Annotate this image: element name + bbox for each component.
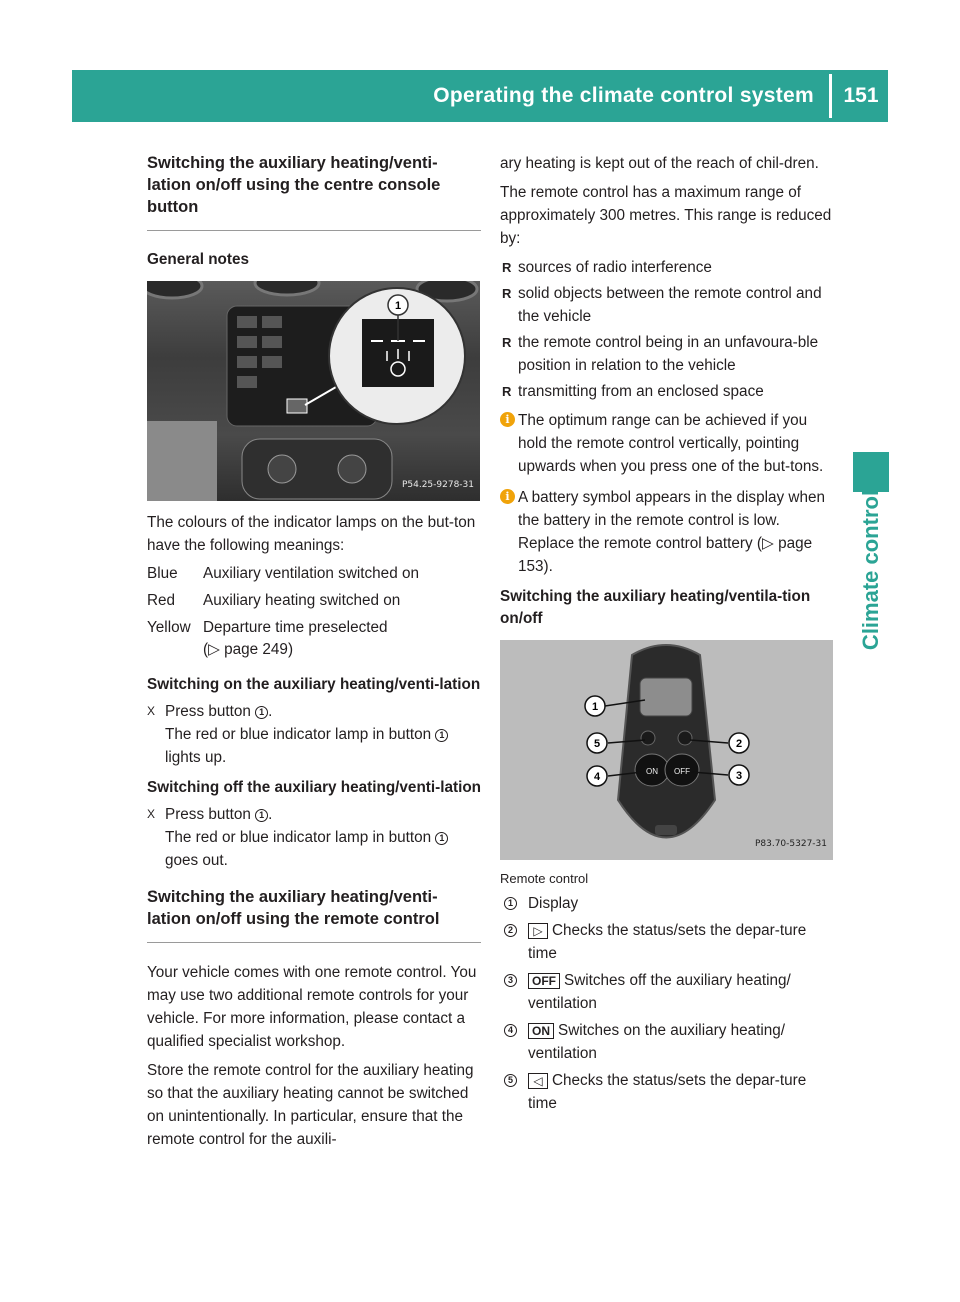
right-column	[500, 152, 834, 1119]
remote-control-illustration	[500, 640, 833, 860]
legend-item	[500, 969, 834, 1015]
list-item	[500, 331, 834, 377]
page-ref-link[interactable]: page 249	[224, 641, 288, 658]
callout-3: 3	[735, 770, 743, 782]
play-right-icon: ▷	[528, 923, 548, 939]
step-arrow-icon: X	[147, 807, 156, 821]
legend-item	[500, 1069, 834, 1115]
bullet-marker-icon: R	[502, 286, 512, 301]
step-text: Press button	[165, 806, 251, 823]
remote-para-2: Store the remote control for the auxiliary heating so that the auxiliary heating cannot be switched on unintentionally. In particular, ensure that the remote control for the auxili-	[147, 1062, 474, 1148]
info-text: A battery symbol appears in the display when the battery in the remote control is low. Replace the remote control battery	[518, 489, 825, 552]
legend-number: 3	[504, 974, 517, 987]
meaning-value-text: Departure time preselected	[203, 619, 388, 636]
table-row	[147, 590, 481, 617]
meaning-value: Departure time preselected (▷ page 249)	[203, 619, 388, 658]
on-button-icon: ON	[528, 1023, 554, 1039]
page-ref-arrow-icon: ▷	[762, 535, 774, 552]
centre-console-figure	[147, 281, 480, 501]
figure2-on-label: ON	[646, 767, 658, 776]
meaning-key: Yellow	[147, 619, 191, 636]
colours-intro: The colours of the indicator lamps on the but-ton have the following meanings:	[147, 514, 476, 554]
callout-1-icon: 1	[255, 706, 268, 719]
bullet-marker-icon: R	[502, 260, 512, 275]
legend-item	[500, 919, 834, 965]
bullet-text: the remote control being in an unfavoura-ble position in relation to the vehicle	[518, 334, 819, 374]
callout-1-icon: 1	[255, 809, 268, 822]
header-title: Operating the climate control system	[433, 84, 814, 107]
legend-number: 5	[504, 1074, 517, 1087]
info-icon: i	[500, 489, 515, 504]
step-result-text: The red or blue indicator lamp in button	[165, 726, 432, 743]
info-note	[500, 409, 834, 478]
list-item	[500, 282, 834, 328]
callout-2: 2	[735, 738, 743, 750]
table-row	[147, 617, 481, 666]
header-divider	[829, 74, 832, 118]
callout-1: 1	[591, 701, 599, 713]
range-text: The remote control has a maximum range of approximately 300 metres. This range is reduced by:	[500, 184, 832, 247]
page-ref-link[interactable]: page 153	[518, 535, 813, 575]
step-result-end: goes out.	[165, 852, 228, 869]
switch-on-heading: Switching on the auxiliary heating/venti-lation	[147, 676, 481, 693]
page-header	[72, 70, 888, 122]
figure-caption: Remote control	[500, 871, 589, 886]
list-item	[500, 256, 834, 279]
section-rule	[147, 942, 481, 943]
side-tab-label: Climate control	[858, 489, 883, 651]
step-text: Press button	[165, 703, 251, 720]
figure-code: P54.25-9278-31	[401, 480, 474, 490]
bullet-text: sources of radio interference	[518, 259, 712, 276]
legend-item	[500, 1019, 834, 1065]
left-column	[147, 152, 481, 1157]
meaning-key: Red	[147, 592, 176, 609]
section-rule	[147, 230, 481, 231]
general-notes-heading: General notes	[147, 251, 250, 268]
legend-number: 4	[504, 1024, 517, 1037]
section-title-remote: Switching the auxiliary heating/venti-lation on/off using the remote control	[147, 888, 440, 928]
step-item: X Press button 1 . The red or blue indicator lamp in button 1 goes out.	[147, 803, 481, 872]
info-note: i A battery symbol appears in the display when the battery in the remote control is low. Replace the remote control battery (▷ page 153).	[500, 486, 834, 578]
legend-text: Switches on the auxiliary heating/ ventilation	[528, 1022, 786, 1062]
meaning-value: Auxiliary heating switched on	[203, 592, 401, 609]
figure1-callout: 1	[394, 300, 402, 312]
remote-para-continued: ary heating is kept out of the reach of chil-dren.	[500, 155, 819, 172]
info-text: The optimum range can be achieved if you hold the remote control vertically, pointing upwards when you press one of the but-tons.	[518, 412, 824, 475]
callout-4: 4	[593, 771, 601, 783]
callout-1-icon: 1	[435, 729, 448, 742]
section-title-console: Switching the auxiliary heating/venti-lation on/off using the centre console button	[147, 154, 441, 216]
legend-text: Checks the status/sets the depar-ture time	[528, 922, 807, 962]
list-item	[500, 380, 834, 403]
side-tab-marker	[853, 452, 889, 492]
off-button-icon: OFF	[528, 973, 560, 989]
centre-console-illustration	[147, 281, 480, 501]
switch-off-heading: Switching off the auxiliary heating/venti-lation	[147, 779, 482, 796]
remote-control-figure	[500, 640, 833, 860]
legend-text: Checks the status/sets the depar-ture time	[528, 1072, 807, 1112]
legend-number: 2	[504, 924, 517, 937]
table-row	[147, 563, 481, 590]
step-arrow-icon: X	[147, 704, 156, 718]
step-result-text: The red or blue indicator lamp in button	[165, 829, 432, 846]
remote-switch-heading: Switching the auxiliary heating/ventila-tion on/off	[500, 588, 811, 627]
callout-1-icon: 1	[435, 832, 448, 845]
callout-5: 5	[593, 738, 601, 750]
step-result-end: lights up.	[165, 749, 227, 766]
meanings-table	[147, 563, 481, 666]
legend-text: Switches off the auxiliary heating/ ventilation	[528, 972, 791, 1012]
legend-number: 1	[504, 897, 517, 910]
remote-para-1: Your vehicle comes with one remote control. You may use two additional remote controls for your vehicle. For more information, please contact a qualified specialist workshop.	[147, 964, 477, 1050]
legend-text: Display	[528, 895, 579, 912]
meaning-value: Auxiliary ventilation switched on	[203, 565, 419, 582]
bullet-text: transmitting from an enclosed space	[518, 383, 764, 400]
bullet-marker-icon: R	[502, 335, 512, 350]
figure2-off-label: OFF	[674, 767, 690, 776]
page-number: 151	[843, 84, 879, 107]
meaning-key: Blue	[147, 565, 178, 582]
page-ref-arrow-icon: ▷	[208, 641, 220, 658]
info-icon: i	[500, 412, 515, 427]
step-item: X Press button 1 . The red or blue indicator lamp in button 1 lights up.	[147, 700, 481, 769]
figure-code: P83.70-5327-31	[754, 839, 827, 849]
legend-item	[500, 892, 834, 915]
bullet-text: solid objects between the remote control and the vehicle	[518, 285, 822, 325]
play-left-icon: ◁	[528, 1073, 548, 1089]
bullet-marker-icon: R	[502, 384, 512, 399]
